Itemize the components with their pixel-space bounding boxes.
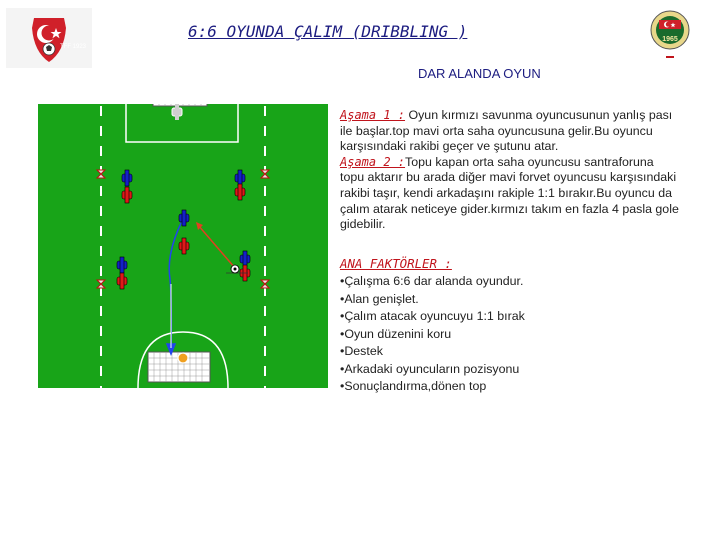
list-item: •Oyun düzenini koru bbox=[340, 326, 452, 341]
phase-1-label: Aşama 1 : bbox=[340, 108, 406, 122]
club-crest-icon bbox=[646, 8, 694, 64]
exercise-description bbox=[340, 108, 680, 233]
list-item: •Destek bbox=[340, 344, 383, 358]
club-crest-year: 1965 bbox=[662, 36, 678, 43]
soccer-field-diagram bbox=[38, 104, 328, 388]
list-item: •Çalışma 6:6 dar alanda oyundur. bbox=[340, 274, 524, 288]
phase-2-label: Aşama 2 : bbox=[340, 154, 406, 169]
list-item: •Arkadaki oyuncuların pozisyonu bbox=[340, 361, 520, 376]
list-item: •Çalım atacak oyuncuyu 1:1 bırak bbox=[340, 309, 525, 323]
key-factors-list bbox=[340, 273, 525, 396]
top-goal-net-icon bbox=[153, 104, 207, 106]
page-subtitle: DAR ALANDA OYUN bbox=[418, 66, 541, 81]
page-title: 6:6 OYUNDA ÇALIM (DRIBBLING ) bbox=[188, 22, 468, 41]
key-factors-title: ANA FAKTÖRLER : bbox=[340, 256, 452, 271]
list-item: •Alan genişlet. bbox=[340, 291, 419, 306]
bottom-goalkeeper-icon bbox=[178, 353, 188, 363]
phase-1-text: Oyun kırmızı savunma oyuncusunun yanlış pası ile başlar.top mavi orta saha oyuncusuna gelir.Bu oyuncu karşısındaki rakibi geçer ve şutunu atar. bbox=[340, 108, 673, 154]
list-item: •Sonuçlandırma,dönen top bbox=[340, 379, 487, 393]
phase-2-text: Topu kapan orta saha oyuncusu santraforuna topu aktarır bu arada diğer mavi forvet oyuncusu karşısındaki rakibi taşır, kendi arkadaşını rakiple 1:1 bırakır.Bu oyuncu da çalım atarak neticeye gider.kırmızı takım en fazla 4 pasla gole gidebilir. bbox=[340, 154, 679, 232]
tff-logo-icon bbox=[6, 8, 92, 68]
tff-logo-year: TFF 1923 bbox=[60, 44, 87, 50]
